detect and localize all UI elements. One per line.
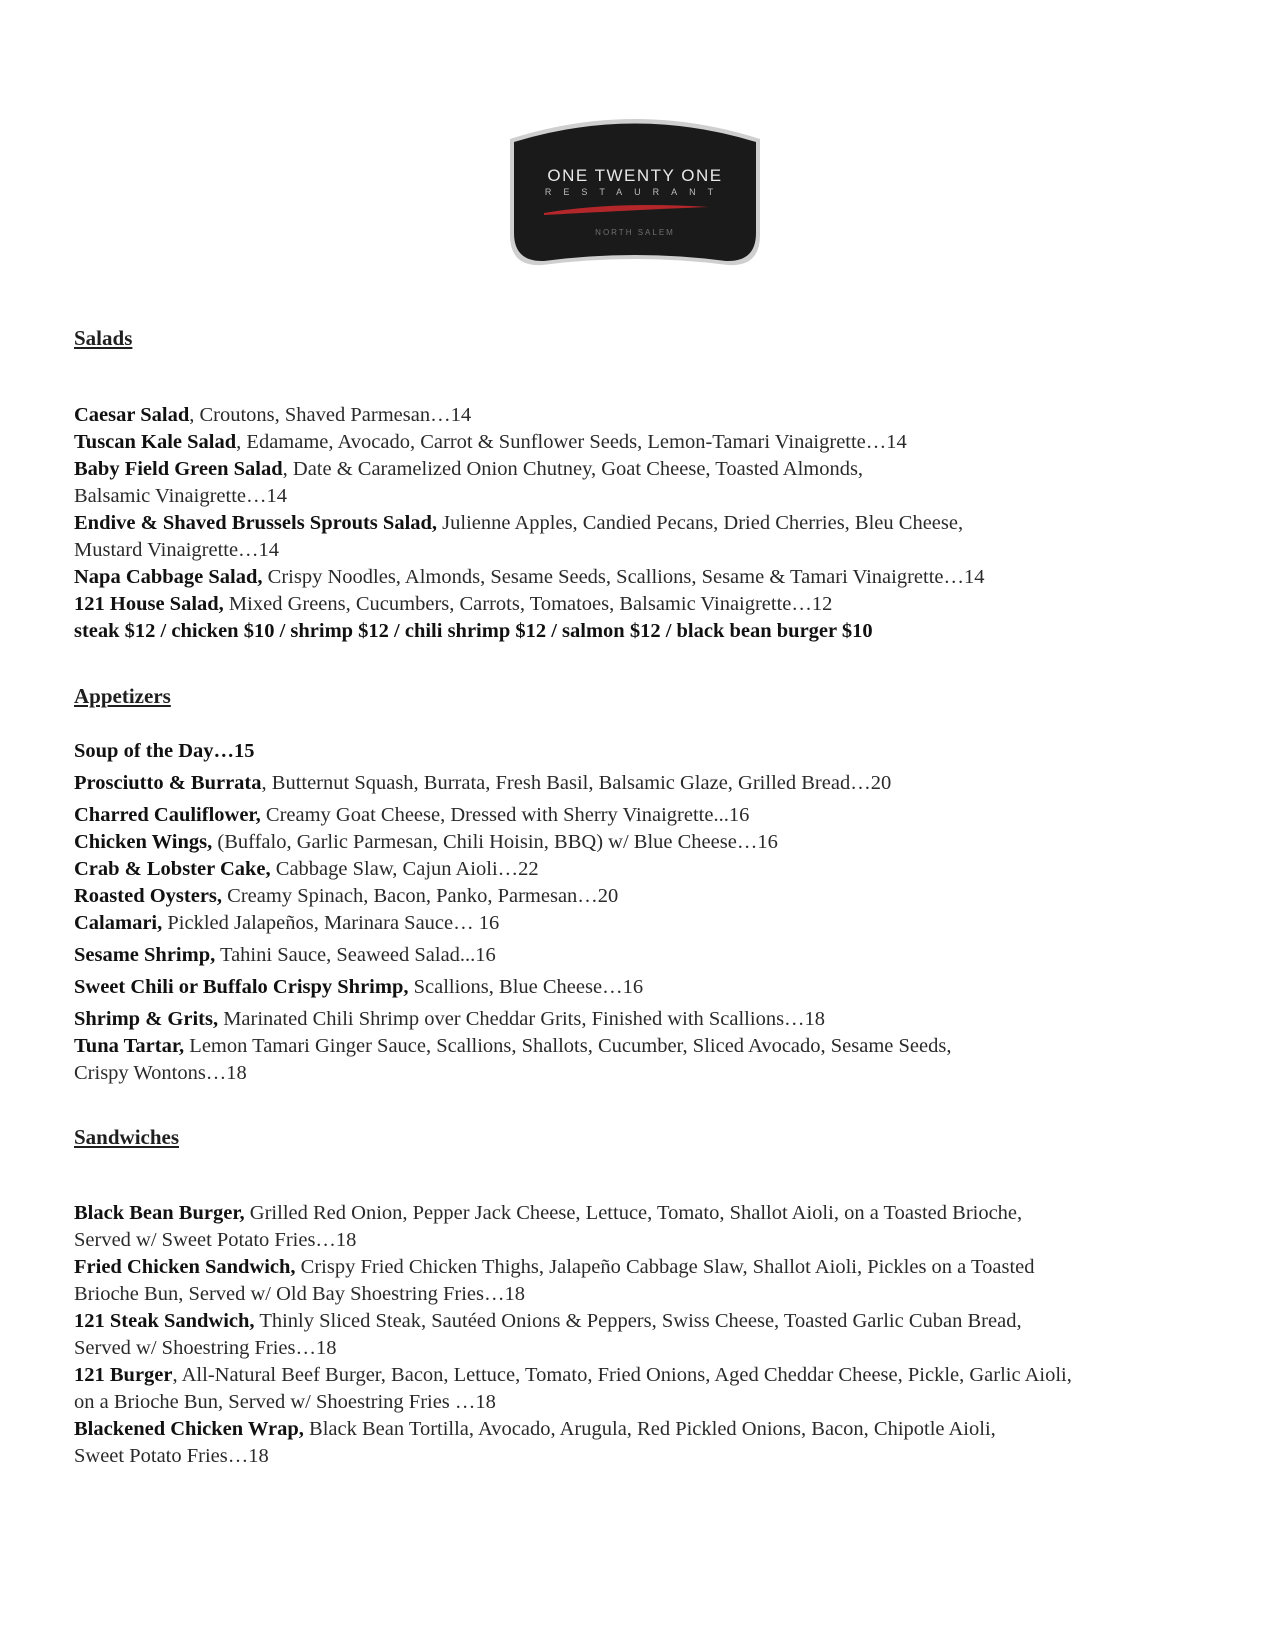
- list-item: Calamari, Pickled Jalapeños, Marinara Sauce… 16: [74, 912, 500, 934]
- list-item: Soup of the Day…15: [74, 740, 255, 762]
- logo-sub: RESTAURANT: [544, 187, 726, 197]
- list-item: 121 Steak Sandwich, Thinly Sliced Steak, Sautéed Onions & Peppers, Swiss Cheese, Toasted Garlic Cuban Bread, Served w/ Shoestring Fries…18: [74, 1310, 1022, 1359]
- list-item: Napa Cabbage Salad, Crispy Noodles, Almonds, Sesame Seeds, Scallions, Sesame & Tamari Vinaigrette…14: [74, 566, 985, 588]
- sandwiches-list: [74, 1200, 1224, 1470]
- list-item: Crab & Lobster Cake, Cabbage Slaw, Cajun Aioli…22: [74, 858, 539, 880]
- list-item: Fried Chicken Sandwich, Crispy Fried Chicken Thighs, Jalapeño Cabbage Slaw, Shallot Aioli, Pickles on a Toasted Brioche Bun, Served w/ Old Bay Shoestring Fries…18: [74, 1256, 1035, 1305]
- list-item: Prosciutto & Burrata, Butternut Squash, Burrata, Fresh Basil, Balsamic Glaze, Grilled Bread…20: [74, 772, 892, 794]
- list-item: Tuscan Kale Salad, Edamame, Avocado, Carrot & Sunflower Seeds, Lemon-Tamari Vinaigrette…14: [74, 431, 907, 453]
- list-item: 121 Burger, All-Natural Beef Burger, Bacon, Lettuce, Tomato, Fried Onions, Aged Cheddar Cheese, Pickle, Garlic Aioli, on a Brioche Bun, Served w/ Shoestring Fries …18: [74, 1364, 1072, 1413]
- list-item: Chicken Wings, (Buffalo, Garlic Parmesan, Chili Hoisin, BBQ) w/ Blue Cheese…16: [74, 831, 778, 853]
- list-item: Sweet Chili or Buffalo Crispy Shrimp, Scallions, Blue Cheese…16: [74, 976, 644, 998]
- list-item: Sesame Shrimp, Tahini Sauce, Seaweed Salad...16: [74, 944, 496, 966]
- section-title-salads: Salads: [74, 326, 133, 350]
- list-item: Shrimp & Grits, Marinated Chili Shrimp over Cheddar Grits, Finished with Scallions…18: [74, 1008, 826, 1030]
- list-item: Charred Cauliflower, Creamy Goat Cheese, Dressed with Sherry Vinaigrette...16: [74, 804, 750, 826]
- list-item: Blackened Chicken Wrap, Black Bean Tortilla, Avocado, Arugula, Red Pickled Onions, Bacon, Chipotle Aioli, Sweet Potato Fries…18: [74, 1418, 996, 1467]
- restaurant-logo: [504, 117, 766, 269]
- salads-list: [74, 402, 1224, 645]
- section-title-sandwiches: Sandwiches: [74, 1125, 180, 1149]
- list-item: Baby Field Green Salad, Date & Caramelized Onion Chutney, Goat Cheese, Toasted Almonds, Balsamic Vinaigrette…14: [74, 458, 864, 507]
- list-item: Black Bean Burger, Grilled Red Onion, Pepper Jack Cheese, Lettuce, Tomato, Shallot Aioli, on a Toasted Brioche, Served w/ Sweet Potato Fries…18: [74, 1202, 1023, 1251]
- list-item: 121 House Salad, Mixed Greens, Cucumbers, Carrots, Tomatoes, Balsamic Vinaigrette…12: [74, 593, 833, 615]
- list-item: Endive & Shaved Brussels Sprouts Salad, Julienne Apples, Candied Pecans, Dried Cherries, Bleu Cheese, Mustard Vinaigrette…14: [74, 512, 964, 561]
- section-title-appetizers: Appetizers: [74, 684, 171, 708]
- logo-name: ONE TWENTY ONE: [547, 166, 723, 185]
- appetizers-list: [74, 738, 1224, 1087]
- salad-addons: steak $12 / chicken $10 / shrimp $12 / chili shrimp $12 / salmon $12 / black bean burger $10: [74, 620, 873, 642]
- logo-location: NORTH SALEM: [595, 228, 675, 237]
- list-item: Roasted Oysters, Creamy Spinach, Bacon, Panko, Parmesan…20: [74, 885, 619, 907]
- list-item: Tuna Tartar, Lemon Tamari Ginger Sauce, Scallions, Shallots, Cucumber, Sliced Avocado, Sesame Seeds, Crispy Wontons…18: [74, 1035, 952, 1084]
- list-item: Caesar Salad, Croutons, Shaved Parmesan…14: [74, 404, 472, 426]
